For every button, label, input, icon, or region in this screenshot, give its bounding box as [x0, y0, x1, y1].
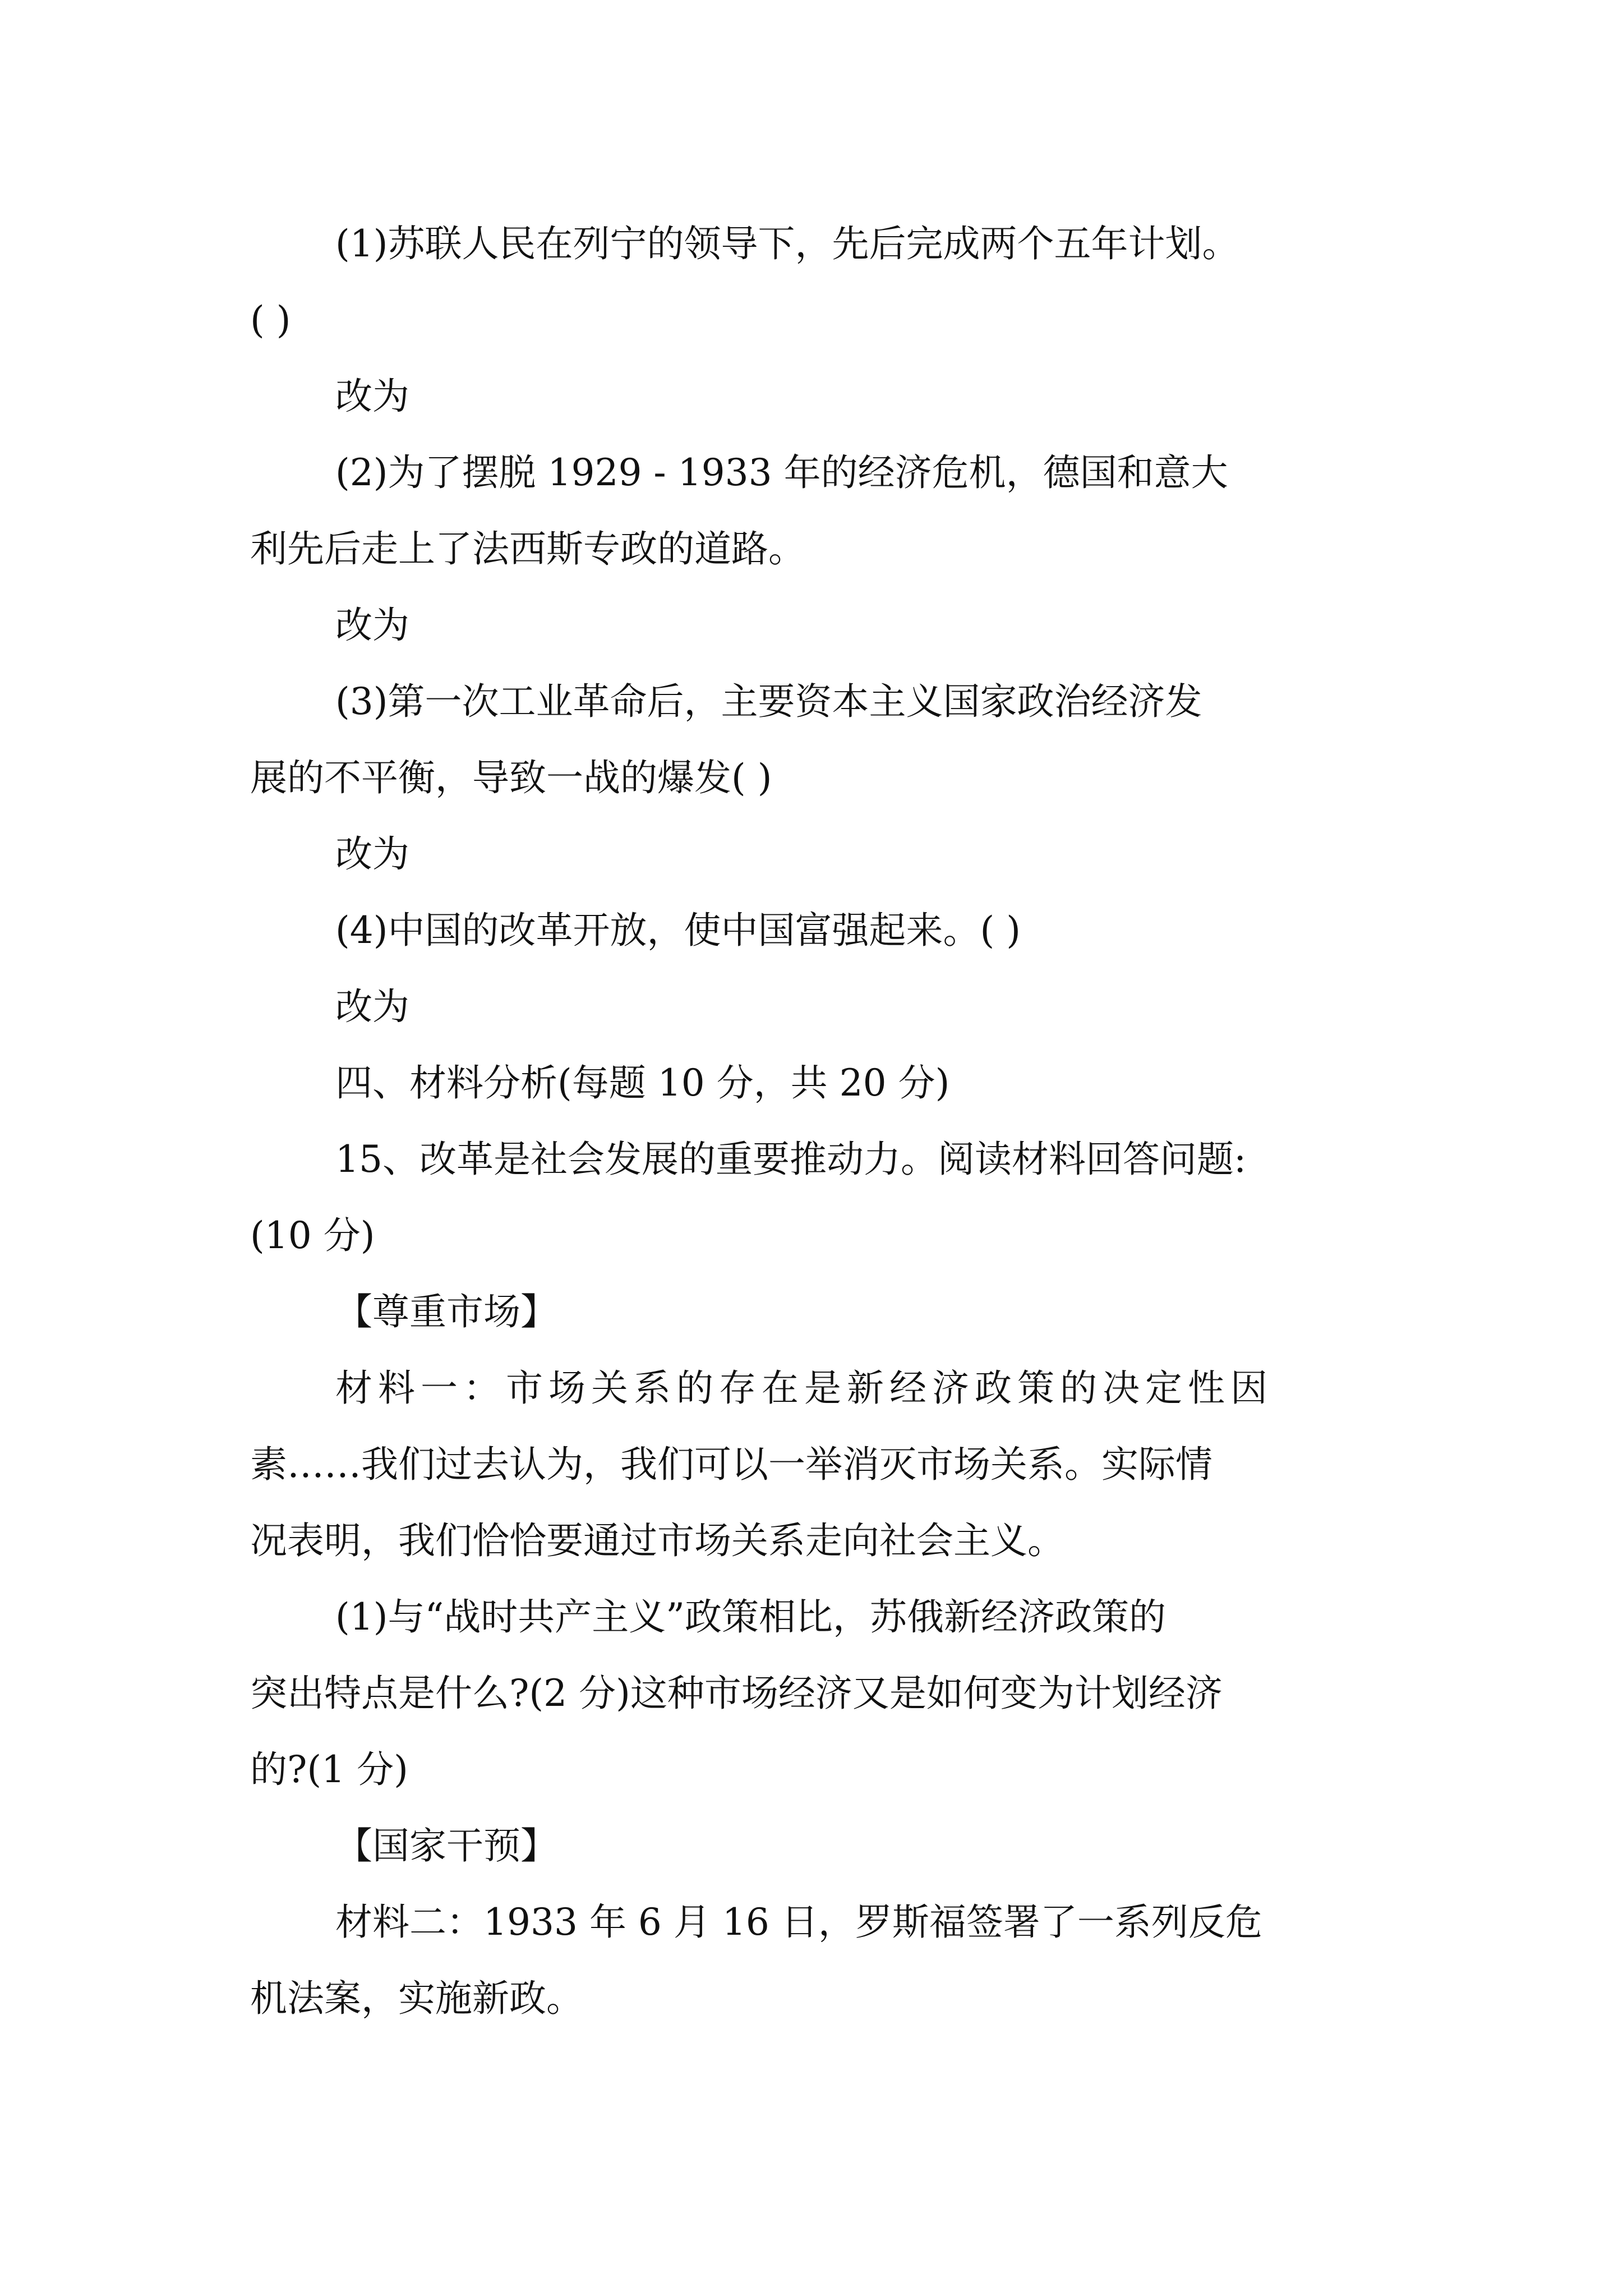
material-2-line-2: 机法案，实施新政。	[250, 1977, 583, 2020]
material-1-line-1: 材料一：市场关系的存在是新经济政策的决定性因	[335, 1366, 1273, 1410]
question-15-points: (10 分)	[250, 1214, 375, 1257]
question-1-answer-blank: ( )	[250, 298, 291, 342]
correction-label-1: 改为	[335, 375, 409, 418]
sub-question-1-line-2: 突出特点是什么?(2 分)这种市场经济又是如何变为计划经济	[250, 1672, 1223, 1715]
question-1-line-1: (1)苏联人民在列宁的领导下，先后完成两个五年计划。	[335, 222, 1239, 265]
question-3-line-1: (3)第一次工业革命后，主要资本主义国家政治经济发	[335, 680, 1202, 723]
question-2-line-1: (2)为了摆脱 1929 - 1933 年的经济危机，德国和意大	[335, 451, 1228, 494]
correction-label-4: 改为	[335, 985, 409, 1028]
material-2-line-1: 材料二：1933 年 6 月 16 日，罗斯福签署了一系列反危	[335, 1901, 1262, 1944]
sub-question-1-line-3: 的?(1 分)	[250, 1748, 408, 1791]
question-4-line-1: (4)中国的改革开放，使中国富强起来。( )	[335, 909, 1021, 952]
material-1-line-2: 素……我们过去认为，我们可以一举消灭市场关系。实际情	[250, 1443, 1212, 1486]
correction-label-2: 改为	[335, 604, 409, 647]
material-1-line-3: 况表明，我们恰恰要通过市场关系走向社会主义。	[250, 1519, 1064, 1562]
subheading-respect-market: 【尊重市场】	[335, 1290, 557, 1333]
question-15-line-1: 15、改革是社会发展的重要推动力。阅读材料回答问题:	[335, 1138, 1247, 1181]
question-3-line-2: 展的不平衡，导致一战的爆发( )	[250, 756, 772, 799]
section-heading-material-analysis: 四、材料分析(每题 10 分，共 20 分)	[335, 1061, 950, 1105]
question-2-line-2: 利先后走上了法西斯专政的道路。	[250, 527, 805, 570]
correction-label-3: 改为	[335, 832, 409, 876]
sub-question-1-line-1: (1)与“战时共产主义”政策相比，苏俄新经济政策的	[335, 1595, 1166, 1639]
subheading-state-intervention: 【国家干预】	[335, 1824, 557, 1867]
